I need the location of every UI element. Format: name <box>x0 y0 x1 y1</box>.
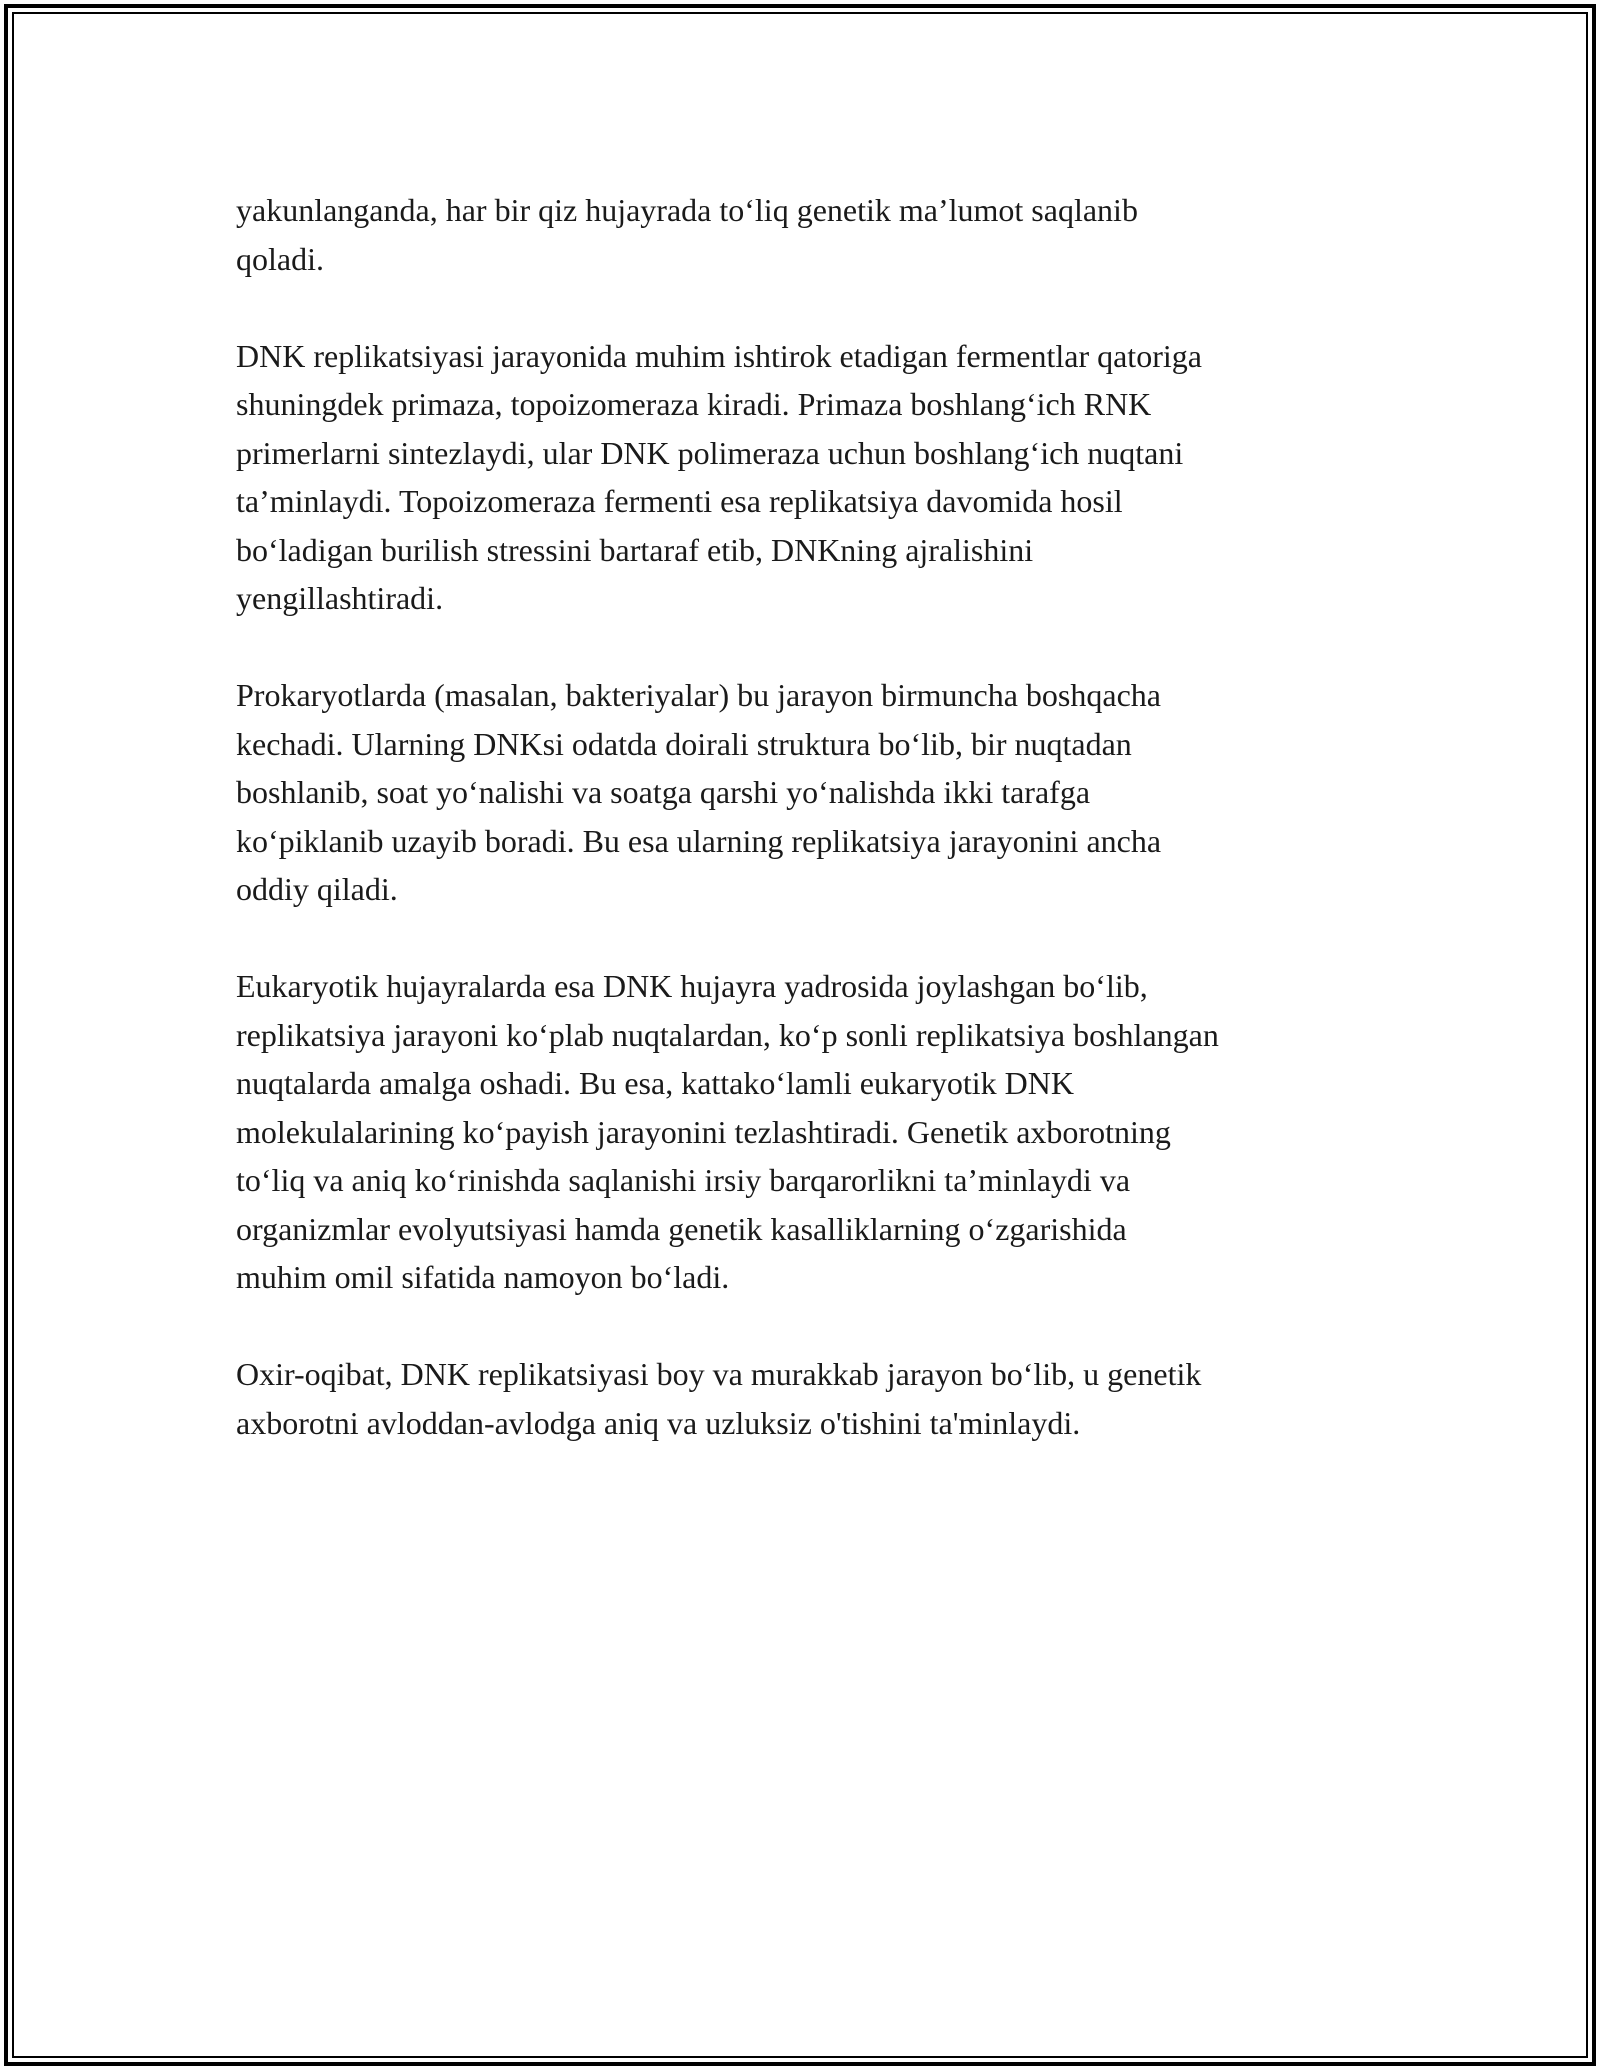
paragraph-continuation: yakunlanganda, har bir qiz hujayrada to‘liq genetik ma’lumot saqlanib qoladi. <box>236 192 1138 277</box>
paragraph-conclusion: Oxir-oqibat, DNK replikatsiyasi boy va murakkab jarayon bo‘lib, u genetik axborotni avloddan-avlodga aniq va uzluksiz o'tishini ta'minlaydi. <box>236 1356 1202 1441</box>
paragraph-enzymes: DNK replikatsiyasi jarayonida muhim ishtirok etadigan fermentlar qatoriga shuningdek primaza, topoizomeraza kiradi. Primaza boshlang‘ich RNK primerlarni sintezlaydi, ular DNK polimeraza uchun boshlang‘ich nuqtani ta’minlaydi. Topoizomeraza fermenti esa replikatsiya davomida hosil bo‘ladigan burilish stressini bartaraf etib, DNKning ajralishini yengillashtiradi. <box>236 337 1202 616</box>
document-body <box>236 186 1376 1496</box>
paragraph-prokaryotes: Prokaryotlarda (masalan, bakteriyalar) bu jarayon birmuncha boshqacha kechadi. Ularning DNKsi odatda doirali struktura bo‘lib, bir nuqtadan boshlanib, soat yo‘nalishi va soatga qarshi yo‘nalishda ikki tarafga ko‘piklanib uzayib boradi. Bu esa ularning replikatsiya jarayonini ancha oddiy qiladi. <box>236 677 1162 907</box>
paragraph-eukaryotes: Eukaryotik hujayralarda esa DNK hujayra yadrosida joylashgan bo‘lib, replikatsiya jarayoni ko‘plab nuqtalardan, ko‘p sonli replikatsiya boshlangan nuqtalarda amalga oshadi. Bu esa, kattako‘lamli eukaryotik DNK molekulalarining ko‘payish jarayonini tezlashtiradi. Genetik axborotning to‘liq va aniq ko‘rinishda saqlanishi irsiy barqarorlikni ta’minlaydi va organizmlar evolyutsiyasi hamda genetik kasalliklarning o‘zgarishida muhim omil sifatida namoyon bo‘ladi. <box>236 968 1219 1295</box>
